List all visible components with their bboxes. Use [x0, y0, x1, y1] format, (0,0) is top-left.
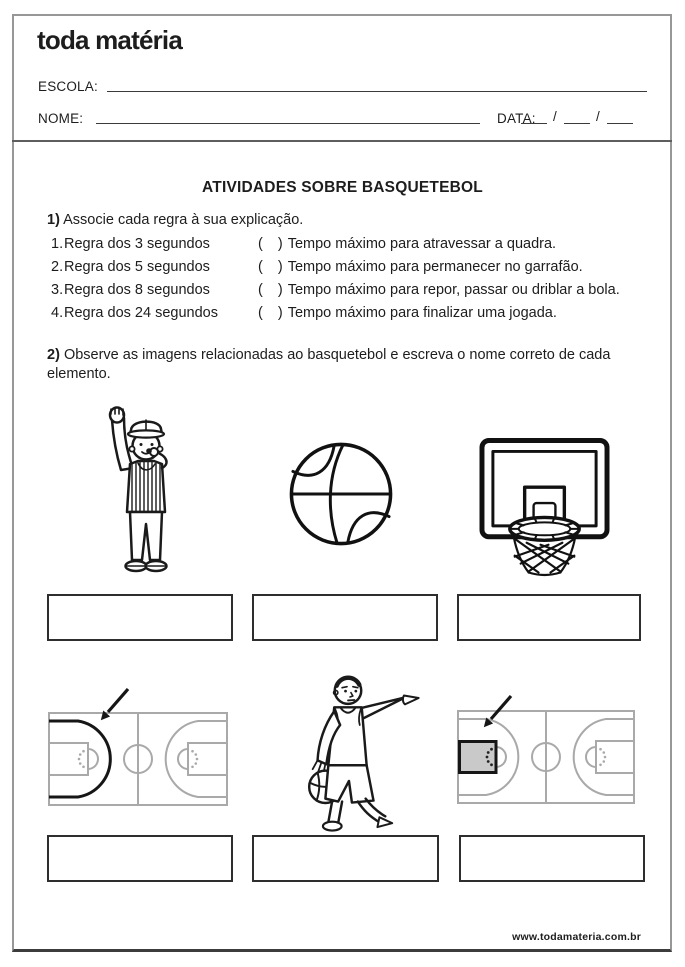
court-three-point-figure: [48, 712, 228, 806]
answer-box-basketball[interactable]: [252, 594, 438, 641]
date-day-line[interactable]: [521, 123, 547, 124]
paren-open: (: [258, 305, 263, 321]
date-year-line[interactable]: [607, 123, 633, 124]
court-three-point-line-image: [48, 712, 228, 806]
name-input-line[interactable]: [96, 123, 480, 124]
rule-number: 3.: [51, 282, 64, 298]
answer-box-referee[interactable]: [47, 594, 233, 641]
match-row-2: [51, 259, 583, 275]
arrow-to-three-point-line-icon: [96, 685, 132, 727]
school-input-line[interactable]: [107, 91, 647, 92]
date-month-line[interactable]: [564, 123, 590, 124]
answer-parentheses[interactable]: [258, 282, 283, 298]
hoop-backboard-image: [479, 437, 610, 579]
referee-image: [94, 406, 196, 582]
website-url: www.todamateria.com.br: [512, 931, 641, 943]
question1-number: 1): [47, 212, 60, 228]
rule-number: 4.: [51, 305, 64, 321]
rule-label: Regra dos 8 segundos: [64, 282, 210, 298]
player-dribbling-pointing-image: [268, 670, 426, 832]
rule-label: Regra dos 5 segundos: [64, 259, 210, 275]
paren-open: (: [258, 236, 263, 252]
rule-explanation: Tempo máximo para permanecer no garrafão.: [287, 259, 583, 275]
question2-text: Observe as imagens relacionadas ao basquetebol e escreva o nome correto de cada elemento.: [47, 347, 611, 382]
answer-box-key-area[interactable]: [459, 835, 645, 882]
name-label: NOME:: [38, 111, 84, 126]
hoop-figure: [479, 437, 610, 579]
date-slash: /: [596, 109, 600, 124]
paren-open: (: [258, 259, 263, 275]
referee-figure: [94, 406, 196, 582]
paren-close: ): [277, 305, 283, 321]
arrow-to-key-area-icon: [479, 692, 515, 734]
rule-explanation: Tempo máximo para repor, passar ou driblar a bola.: [287, 282, 620, 298]
rule-label: Regra dos 3 segundos: [64, 236, 210, 252]
question1-prompt: [47, 212, 303, 228]
answer-parentheses[interactable]: [258, 259, 283, 275]
arrow-down-left-icon: [96, 685, 132, 727]
match-row-1: [51, 236, 556, 252]
question2-number: 2): [47, 347, 60, 363]
school-label: ESCOLA:: [38, 79, 98, 94]
match-row-3: [51, 282, 620, 298]
paren-close: ): [277, 282, 283, 298]
date-label: DATA:: [497, 111, 536, 126]
rule-label: Regra dos 24 segundos: [64, 305, 218, 321]
rule-explanation: Tempo máximo para atravessar a quadra.: [287, 236, 557, 252]
paren-close: ): [277, 259, 283, 275]
header-divider: [12, 140, 672, 142]
arrow-down-left-icon: [479, 692, 515, 734]
question2-prompt: [47, 346, 627, 383]
match-row-4: [51, 305, 557, 321]
answer-box-three-point-line[interactable]: [47, 835, 233, 882]
answer-parentheses[interactable]: [258, 305, 283, 321]
paren-close: ): [277, 236, 283, 252]
rule-number: 2.: [51, 259, 64, 275]
answer-parentheses[interactable]: [258, 236, 283, 252]
player-figure: [268, 670, 426, 832]
basketball-image: [288, 441, 394, 547]
brand-logo: toda matéria: [37, 25, 183, 55]
rule-explanation: Tempo máximo para finalizar uma jogada.: [287, 305, 557, 321]
date-slash: /: [553, 109, 557, 124]
rule-number: 1.: [51, 236, 64, 252]
paren-open: (: [258, 282, 263, 298]
question1-text: Associe cada regra à sua explicação.: [63, 212, 304, 228]
worksheet-title: ATIVIDADES SOBRE BASQUETEBOL: [202, 179, 483, 196]
answer-box-hoop[interactable]: [457, 594, 641, 641]
answer-box-player[interactable]: [252, 835, 439, 882]
basketball-figure: [288, 441, 394, 547]
